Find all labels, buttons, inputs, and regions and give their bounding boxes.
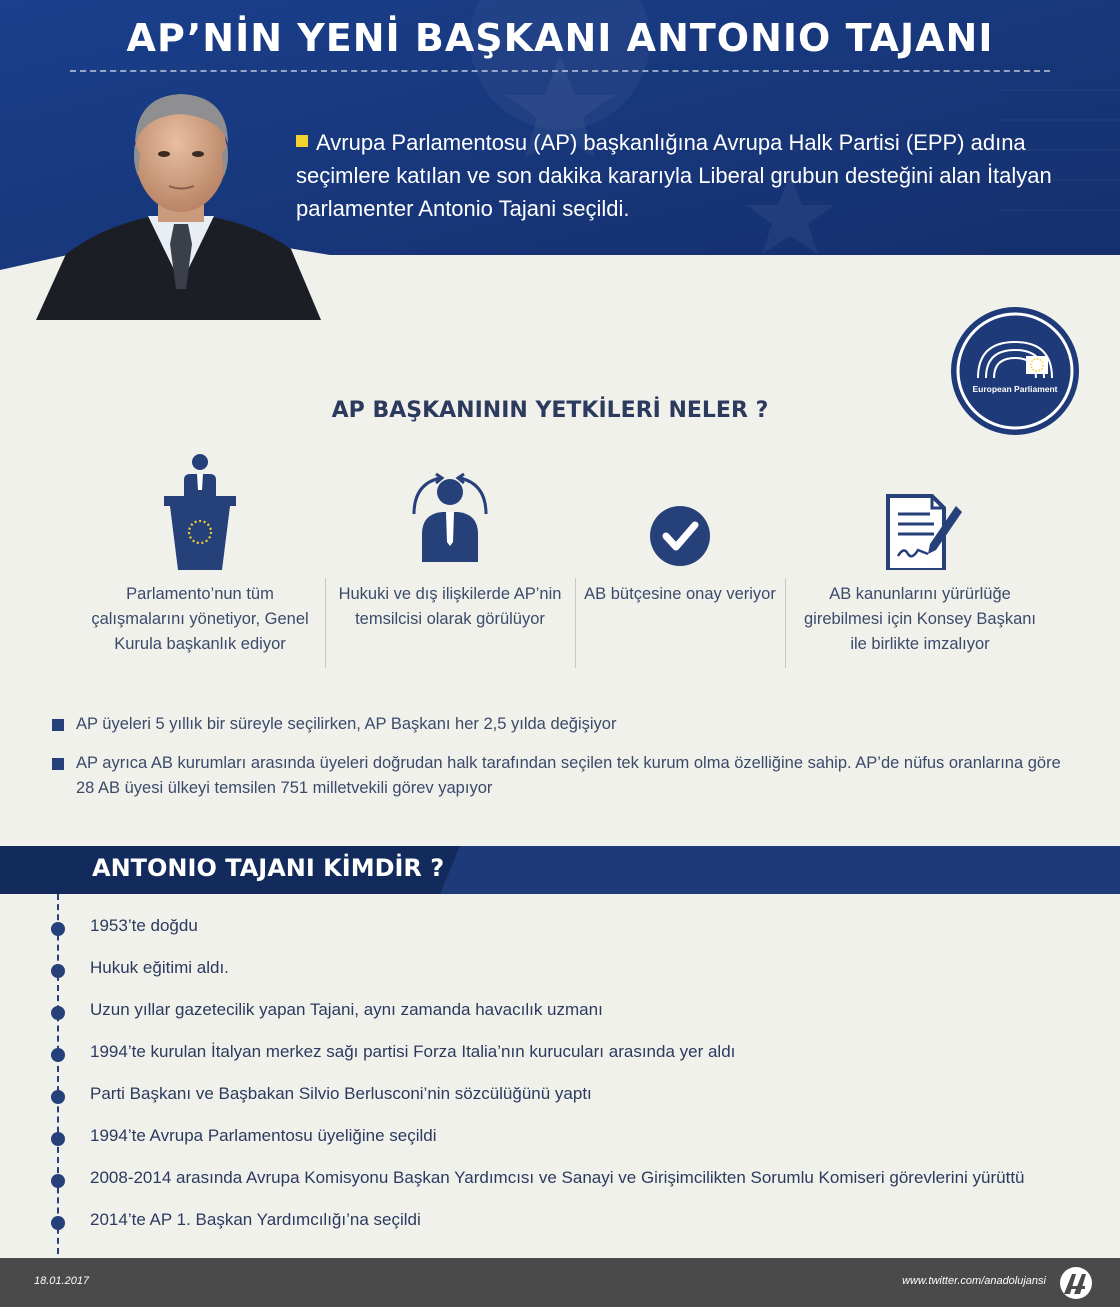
power-label: Parlamento’nun tüm çalışmalarını yönetiyor, Genel Kurula başkanlık ediyor <box>91 585 309 653</box>
power-label: AB kanunlarını yürürlüğe girebilmesi için Konsey Başkanı ile birlikte imzalıyor <box>803 585 1037 653</box>
notes-list <box>52 712 1062 815</box>
timeline-item <box>0 1124 1120 1152</box>
timeline-item <box>0 956 1120 984</box>
timeline-text: 2014’te AP 1. Başkan Yardımcılığı’na seçildi <box>90 1210 421 1229</box>
power-label: Hukuki ve dış ilişkilerde AP’nin temsilcisi olarak görülüyor <box>338 585 562 628</box>
portrait-image <box>36 84 326 320</box>
timeline-item <box>0 914 1120 942</box>
divider <box>785 578 786 668</box>
checkmark-icon <box>630 450 730 570</box>
timeline-dot <box>51 1006 65 1020</box>
timeline-dot <box>51 1090 65 1104</box>
powers-section-title: AP BAŞKANININ YETKİLERİ NELER ? <box>331 398 769 423</box>
timeline-item <box>0 1040 1120 1068</box>
timeline-text: Parti Başkanı ve Başbakan Silvio Berlusconi’nin sözcülüğünü yaptı <box>90 1084 592 1103</box>
power-item-2 <box>330 450 570 670</box>
timeline-text: Uzun yıllar gazetecilik yapan Tajani, aynı zamanda havacılık uzmanı <box>90 1000 603 1019</box>
timeline-item <box>0 1166 1120 1194</box>
timeline-item <box>0 1208 1120 1236</box>
timeline-text: 1953’te doğdu <box>90 916 198 935</box>
anadolu-agency-logo-icon <box>1058 1266 1094 1300</box>
timeline-dot <box>51 1174 65 1188</box>
timeline-dot <box>51 964 65 978</box>
intro-text: Avrupa Parlamentosu (AP) başkanlığına Avrupa Halk Partisi (EPP) adına seçimlere katılan ve son dakika kararıyla Liberal grubun desteğini alan İtalyan parlamenter Antonio Tajani seçildi. <box>296 130 1052 221</box>
bio-section-band <box>0 846 1120 894</box>
power-item-4 <box>800 450 1040 670</box>
footer-date: 18.01.2017 <box>34 1275 90 1287</box>
timeline-text: Hukuk eğitimi aldı. <box>90 958 229 977</box>
timeline-dot <box>51 922 65 936</box>
timeline-dot <box>51 1132 65 1146</box>
note-item <box>52 712 1062 737</box>
document-sign-icon <box>870 450 970 570</box>
yellow-square-bullet <box>296 135 308 147</box>
timeline-item <box>0 998 1120 1026</box>
title-divider <box>70 70 1050 72</box>
powers-grid <box>80 450 1040 670</box>
footer-bar <box>0 1258 1120 1307</box>
page-title: AP’NİN YENİ BAŞKANI ANTONIO TAJANI <box>126 16 994 60</box>
timeline-line <box>57 894 59 1254</box>
representative-icon <box>400 450 500 570</box>
twitter-link[interactable]: www.twitter.com/anadolujansi <box>902 1275 1046 1287</box>
header-banner <box>0 0 1120 320</box>
timeline-dot <box>51 1048 65 1062</box>
logo-text: European Parliament <box>972 384 1058 394</box>
podium-icon <box>150 450 250 570</box>
timeline-text: 2008-2014 arasında Avrupa Komisyonu Başkan Yardımcısı ve Sanayi ve Girişimcilikten Sorumlu Komiseri görevlerini yürüttü <box>90 1168 1025 1187</box>
square-bullet <box>52 758 64 770</box>
timeline-text: 1994’te Avrupa Parlamentosu üyeliğine seçildi <box>90 1126 437 1145</box>
bio-timeline <box>0 894 1120 1254</box>
timeline-text: 1994’te kurulan İtalyan merkez sağı partisi Forza Italia’nın kurucuları arasında yer aldı <box>90 1042 736 1061</box>
bio-section-title: ANTONIO TAJANI KİMDİR ? <box>92 854 445 882</box>
square-bullet <box>52 719 64 731</box>
intro-paragraph <box>296 126 1056 225</box>
note-item <box>52 751 1062 801</box>
power-label: AB bütçesine onay veriyor <box>584 585 776 603</box>
note-text: AP üyeleri 5 yıllık bir süreyle seçilirken, AP Başkanı her 2,5 yılda değişiyor <box>76 715 617 733</box>
power-item-1 <box>80 450 320 670</box>
divider <box>325 578 326 668</box>
timeline-item <box>0 1082 1120 1110</box>
timeline-dot <box>51 1216 65 1230</box>
note-text: AP ayrıca AB kurumları arasında üyeleri doğrudan halk tarafından seçilen tek kurum olma özelliğine sahip. AP’de nüfus oranlarına göre 28 AB üyesi ülkeyi temsilen 751 milletvekili görev yapıyor <box>76 754 1061 797</box>
power-item-3 <box>560 450 800 670</box>
